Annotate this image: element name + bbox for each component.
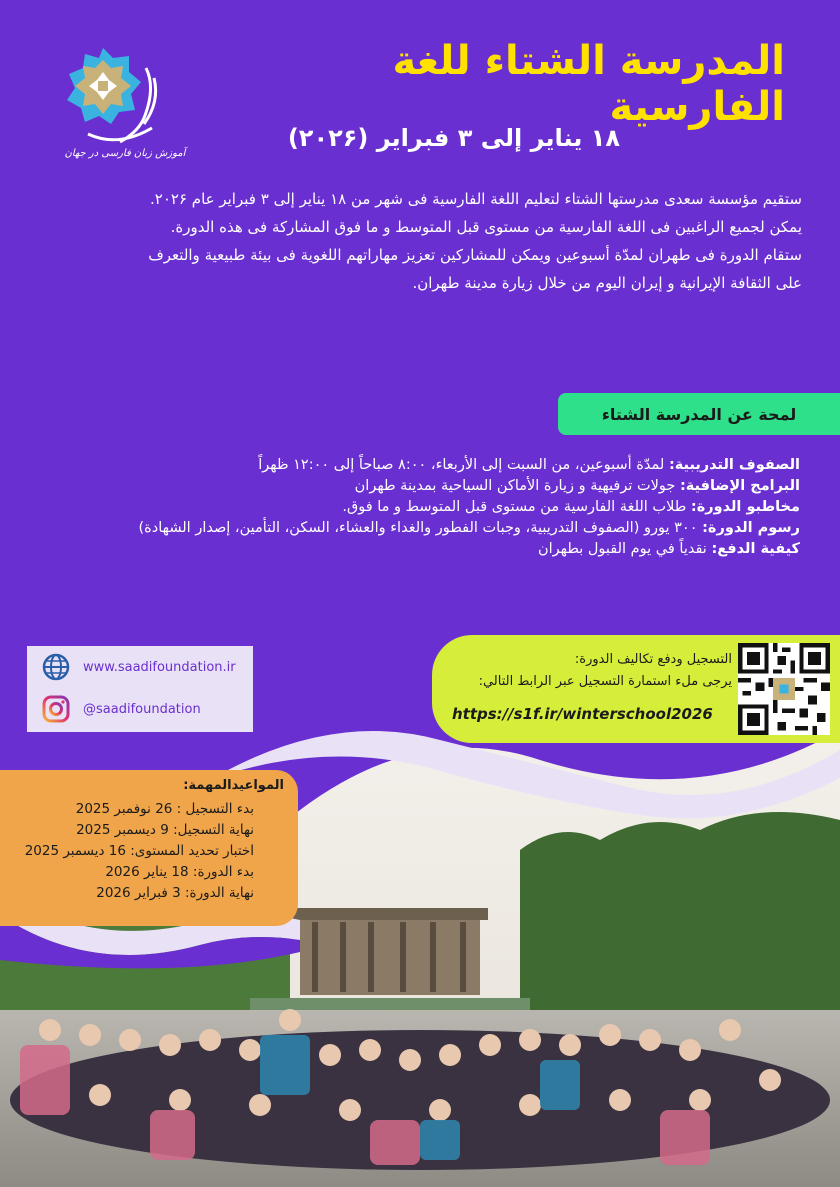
- intro-line: یمکن لجمیع الراغبین فی اللغة الفارسیة من مستوی قبل المتوسط و ما فوق المشارکة فی هذه الدورة.: [170, 218, 802, 236]
- instagram-icon: [41, 694, 71, 724]
- website-link[interactable]: www.saadifoundation.ir: [83, 659, 236, 675]
- logo-caption: آموزش زبان فارسی در جهان: [64, 148, 186, 159]
- overview-badge-label: لمحة عن المدرسة الشتاء: [601, 404, 797, 424]
- intro-line: علی الثقافة الإیرانیة و إیران الیوم من خلال زیارة مدینة طهران.: [412, 274, 802, 292]
- overview-item-value: ۳۰۰ یورو (الصفوف التدریبیة، وجبات الفطور والغداء والعشاء، السکن، التأمین، إصدار الشهادة): [138, 520, 703, 536]
- overview-item-label: کیفیة الدفع:: [711, 541, 800, 557]
- deadline-item: اختبار تحدید المستوی: 16 دیسمبر 2025: [24, 843, 254, 859]
- overview-badge: [558, 393, 840, 435]
- deadline-item: نهایة الدورة: 3 فبرایر 2026: [96, 885, 254, 901]
- overview-item-value: نقدیاً في یوم القبول بطهران: [537, 541, 712, 557]
- registration-line: التسجیل ودفع تکالیف الدورة:: [574, 652, 732, 667]
- deadline-item: بدء التسجیل : 26 نوفمبر 2025: [75, 801, 254, 817]
- intro-line: ستقام الدورة فی طهران لمدّة أسبوعین ویمکن للمشارکین تعزیز مهاراتهم اللغویة فی بیئة طبیعیة والتعرف: [148, 246, 802, 264]
- website-row[interactable]: [41, 652, 236, 682]
- globe-icon: [41, 652, 71, 682]
- registration-link[interactable]: https://s1f.ir/winterschool2026: [452, 705, 713, 723]
- overview-list: [20, 455, 800, 560]
- instagram-handle[interactable]: @saadifoundation: [83, 701, 201, 717]
- overview-item: [20, 518, 800, 538]
- intro-paragraph: [32, 185, 802, 297]
- qr-code[interactable]: [738, 643, 830, 735]
- overview-item-label: البرامج الإضافیة:: [679, 478, 800, 494]
- deadlines-heading: المواعیدالمهمة:: [183, 778, 284, 793]
- overview-item-value: لمدّة أسبوعین، من السبت إلی الأربعاء، ۸:۰۰ صباحاً إلی ۱۲:۰۰ ظهراً: [258, 457, 669, 473]
- overview-item: [20, 497, 800, 517]
- overview-item-label: الصفوف التدریبیة:: [668, 457, 800, 473]
- overview-item: [20, 476, 800, 496]
- overview-item-label: رسوم الدورة:: [702, 520, 800, 536]
- overview-item-value: طلاب اللغة الفارسیة من مستوی قبل المتوسط و ما فوق.: [342, 499, 691, 515]
- instagram-row[interactable]: [41, 694, 201, 724]
- overview-item: [20, 455, 800, 475]
- page-title: المدرسة الشتاء للغة الفارسية: [392, 38, 785, 130]
- deadline-item: بدء الدورة: 18 ینایر 2026: [105, 864, 254, 880]
- registration-line: یرجی ملء استمارة التسجیل عبر الرابط التالي:: [478, 674, 732, 689]
- overview-item: [20, 539, 800, 559]
- overview-item-value: جولات ترفیهیة و زیارة الأماکن السیاحیة بمدینة طهران: [354, 478, 680, 494]
- intro-line: ستقیم مؤسسة سعدی مدرستها الشتاء لتعلیم اللغة الفارسیة فی شهر من ۱۸ ینایر إلی ۳ فبرایر عام ۲۰۲۶.: [150, 190, 802, 208]
- contact-box: [27, 646, 253, 732]
- registration-text: [432, 649, 732, 693]
- deadline-item: نهایة التسجیل: 9 دیسمبر 2025: [76, 822, 254, 838]
- course-dates: ۱۸ ینایر إلی ۳ فبرایر (۲۰۲۶): [287, 124, 620, 152]
- registration-box: [432, 635, 840, 743]
- overview-item-label: مخاطبو الدورة:: [690, 499, 800, 515]
- deadlines-box: [0, 770, 298, 926]
